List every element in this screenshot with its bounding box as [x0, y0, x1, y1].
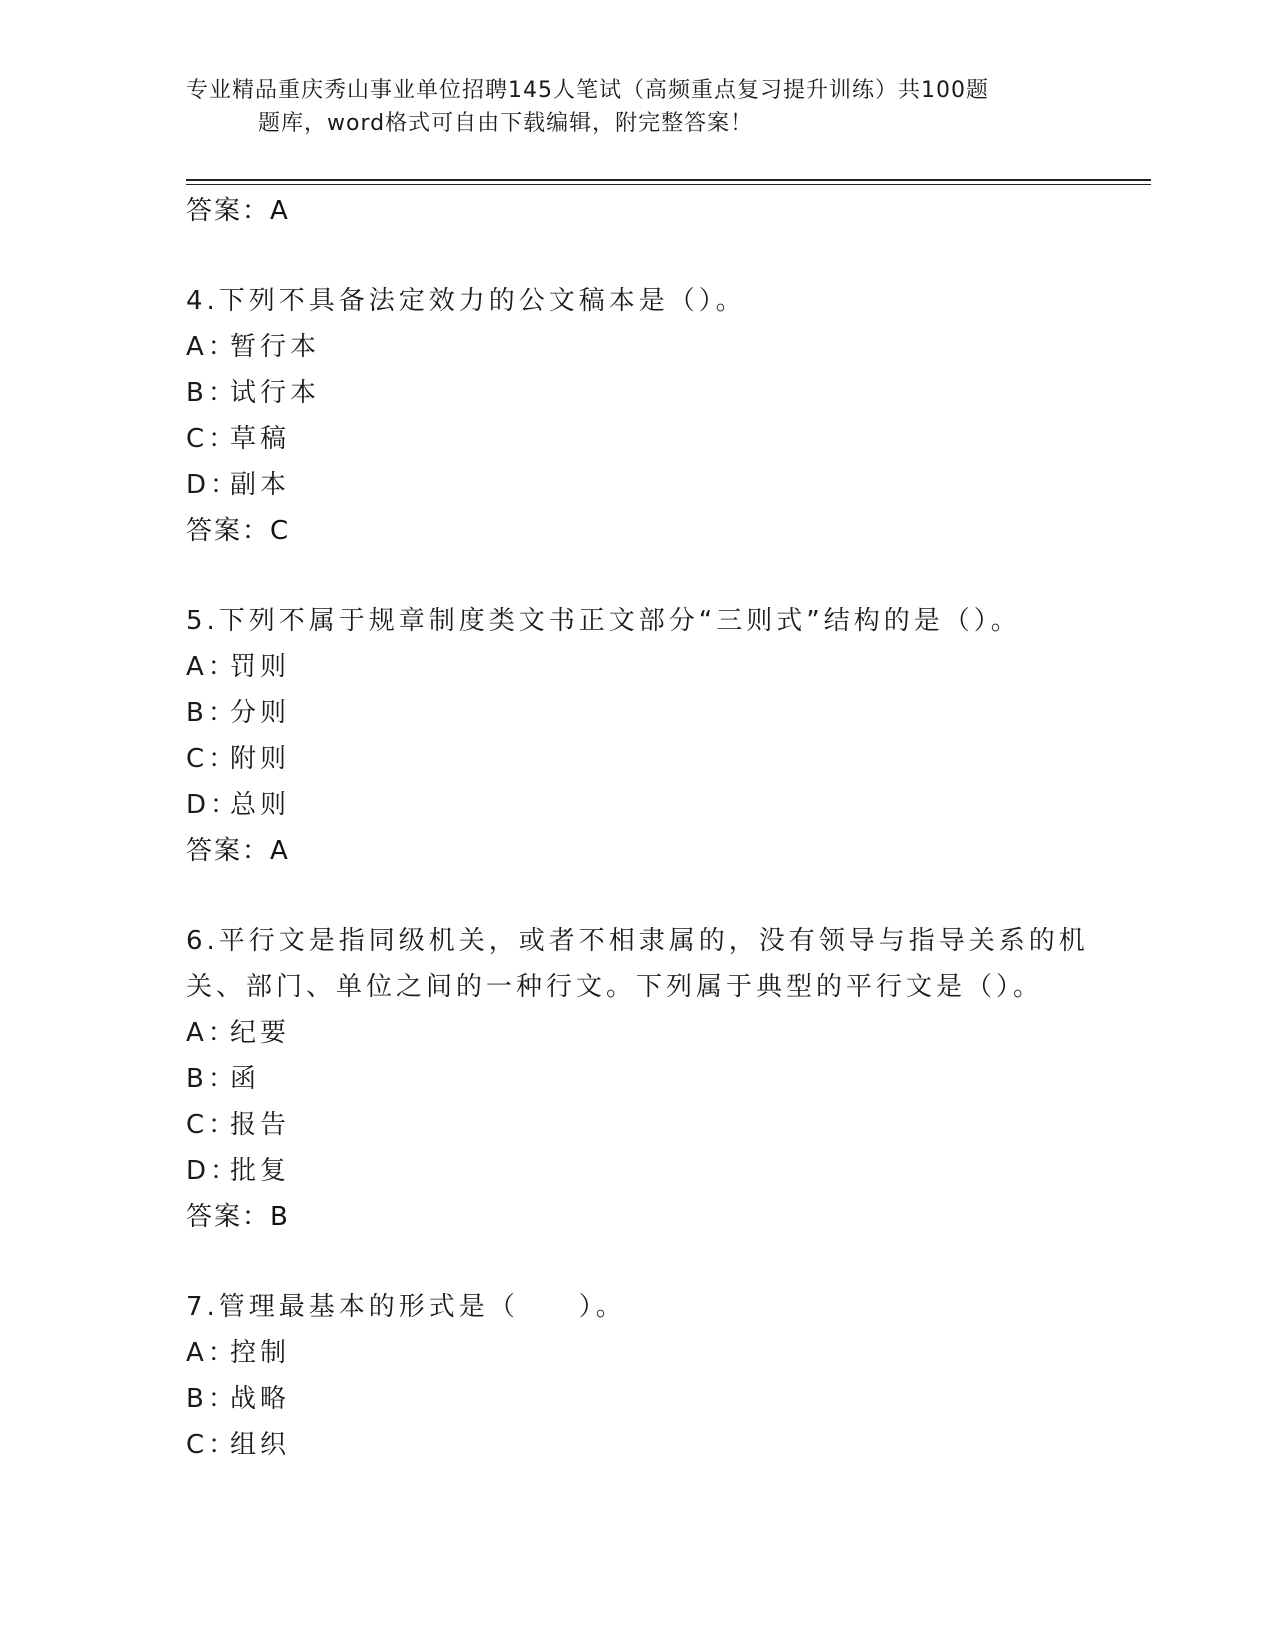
option-b — [186, 1376, 1146, 1422]
header-title-line1: 专业精品重庆秀山事业单位招聘145人笔试（高频重点复习提升训练）共100题 — [186, 78, 989, 103]
option-c — [186, 1102, 1146, 1148]
option-label: C： — [186, 744, 239, 774]
question-block — [186, 1284, 1146, 1468]
header-title-line2: 题库，word格式可自由下载编辑，附完整答案！ — [258, 111, 754, 136]
option-c — [186, 1422, 1146, 1468]
document-header — [186, 74, 1066, 140]
header-divider-thick — [186, 179, 1151, 181]
question-stem-line1: 6.平行文是指同级机关，或者不相隶属的，没有领导与指导关系的机 — [186, 926, 1089, 956]
option-text: 控制 — [230, 1338, 291, 1368]
option-label: A： — [186, 1018, 238, 1048]
option-text: 副本 — [230, 470, 291, 500]
option-text: 纪要 — [230, 1018, 291, 1048]
option-b — [186, 1056, 1146, 1102]
option-text: 战略 — [230, 1384, 291, 1414]
header-divider-thin — [186, 184, 1151, 185]
answer-line: 答案：B — [186, 1202, 290, 1232]
option-a — [186, 324, 1146, 370]
option-d — [186, 462, 1146, 508]
option-text: 批复 — [230, 1156, 291, 1186]
option-text: 试行本 — [230, 378, 321, 408]
question-stem: 5.下列不属于规章制度类文书正文部分“三则式”结构的是（）。 — [186, 606, 1021, 636]
option-a — [186, 1010, 1146, 1056]
answer-line: 答案：C — [186, 516, 291, 546]
option-d — [186, 1148, 1146, 1194]
answer-line: 答案：A — [186, 196, 290, 226]
option-text: 暂行本 — [230, 332, 321, 362]
option-b — [186, 690, 1146, 736]
option-label: D： — [186, 1156, 241, 1186]
question-block — [186, 598, 1146, 874]
option-label: B： — [186, 378, 238, 408]
option-label: A： — [186, 1338, 238, 1368]
question-stem: 4.下列不具备法定效力的公文稿本是（）。 — [186, 286, 746, 316]
option-text: 分则 — [230, 698, 291, 728]
option-text: 罚则 — [230, 652, 291, 682]
question-stem-line2: 关、部门、单位之间的一种行文。下列属于典型的平行文是（）。 — [186, 972, 1044, 1002]
option-text: 组织 — [230, 1430, 291, 1460]
option-label: D： — [186, 470, 241, 500]
option-label: B： — [186, 1384, 238, 1414]
document-body — [186, 188, 1146, 1468]
option-b — [186, 370, 1146, 416]
option-label: B： — [186, 698, 238, 728]
question-block — [186, 278, 1146, 554]
option-label: D： — [186, 790, 241, 820]
option-label: A： — [186, 332, 238, 362]
option-text: 总则 — [230, 790, 291, 820]
answer-line: 答案：A — [186, 836, 290, 866]
option-d — [186, 782, 1146, 828]
option-label: C： — [186, 424, 239, 454]
option-c — [186, 416, 1146, 462]
option-a — [186, 1330, 1146, 1376]
option-text: 附则 — [230, 744, 291, 774]
option-label: B： — [186, 1064, 238, 1094]
option-label: A： — [186, 652, 238, 682]
option-c — [186, 736, 1146, 782]
option-text: 函 — [230, 1064, 261, 1094]
option-label: C： — [186, 1110, 239, 1140]
option-a — [186, 644, 1146, 690]
option-text: 草稿 — [230, 424, 291, 454]
question-block — [186, 918, 1146, 1240]
option-text: 报告 — [230, 1110, 291, 1140]
option-label: C： — [186, 1430, 239, 1460]
question-stem: 7.管理最基本的形式是（ ）。 — [186, 1292, 626, 1322]
